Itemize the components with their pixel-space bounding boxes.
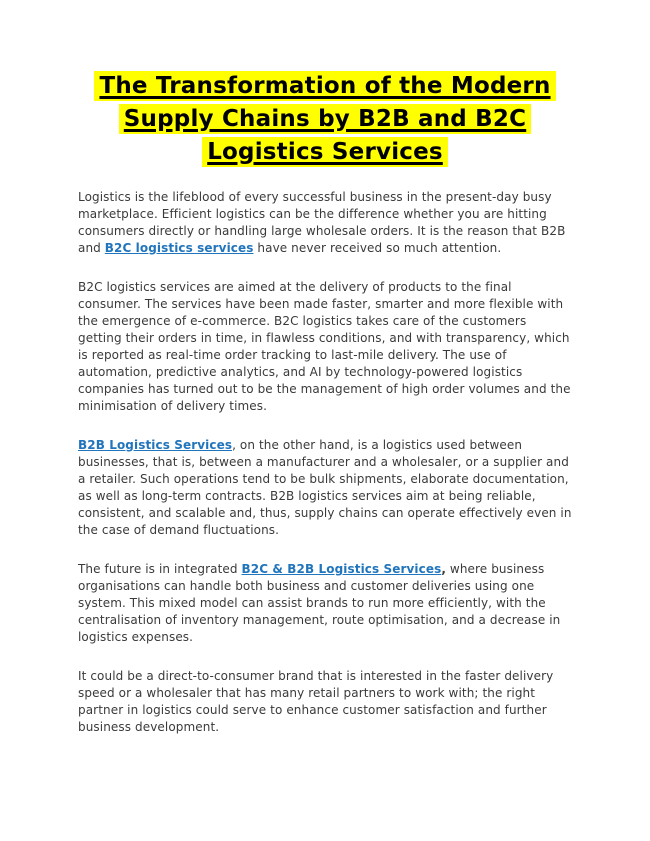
inline-link[interactable]: B2B Logistics Services <box>78 438 233 452</box>
paragraph <box>78 668 572 736</box>
paragraph-text: where business organisations can handle both business and customer deliveries using one system. This mixed model can assist brands to run more efficiently, with the centralisation of inventory management, route optimisation, and a decrease in logistics expenses. <box>78 562 561 644</box>
paragraph <box>78 189 572 257</box>
paragraph <box>78 279 572 415</box>
paragraph-text: Logistics is the lifeblood of every successful business in the present-day busy marketplace. Efficient logistics can be the difference whether you are hitting consumers directly or handling large wholesale orders. It is the reason that B2B and <box>78 190 566 255</box>
article-body <box>78 189 572 736</box>
paragraph-text: B2C logistics services are aimed at the delivery of products to the final consumer. The services have been made faster, smarter and more flexible with the emergence of e-commerce. B2C logistics takes care of the customers getting their orders in time, in flawless conditions, and with transparency, which is reported as real-time order tracking to last-mile delivery. The use of automation, predictive analytics, and AI by technology-powered logistics companies has turned out to be the management of high order volumes and the minimisation of delivery times. <box>78 280 571 413</box>
inline-link[interactable]: B2C logistics services <box>104 241 254 255</box>
bold-text: , <box>441 562 447 576</box>
paragraph-text: The future is in integrated <box>78 562 242 576</box>
document-title <box>78 70 572 169</box>
paragraph-text: It could be a direct-to-consumer brand that is interested in the faster delivery speed or a wholesaler that has many retail partners to work with; the right partner in logistics could serve to enhance customer satisfaction and further business development. <box>78 669 554 734</box>
paragraph <box>78 561 572 646</box>
title-highlight: The Transformation of the Modern Supply Chains by B2B and B2C Logistics Services <box>94 71 555 167</box>
inline-link[interactable]: B2C & B2B Logistics Services <box>241 562 442 576</box>
paragraph-text: , on the other hand, is a logistics used between businesses, that is, between a manufacturer and a wholesaler, or a supplier and a retailer. Such operations tend to be bulk shipments, elaborate documentation, as well as long-term contracts. B2B logistics services aim at being reliable, consistent, and scalable and, thus, supply chains can operate effectively even in the case of demand fluctuations. <box>78 438 572 537</box>
paragraph <box>78 437 572 539</box>
paragraph-text: have never received so much attention. <box>253 241 502 255</box>
